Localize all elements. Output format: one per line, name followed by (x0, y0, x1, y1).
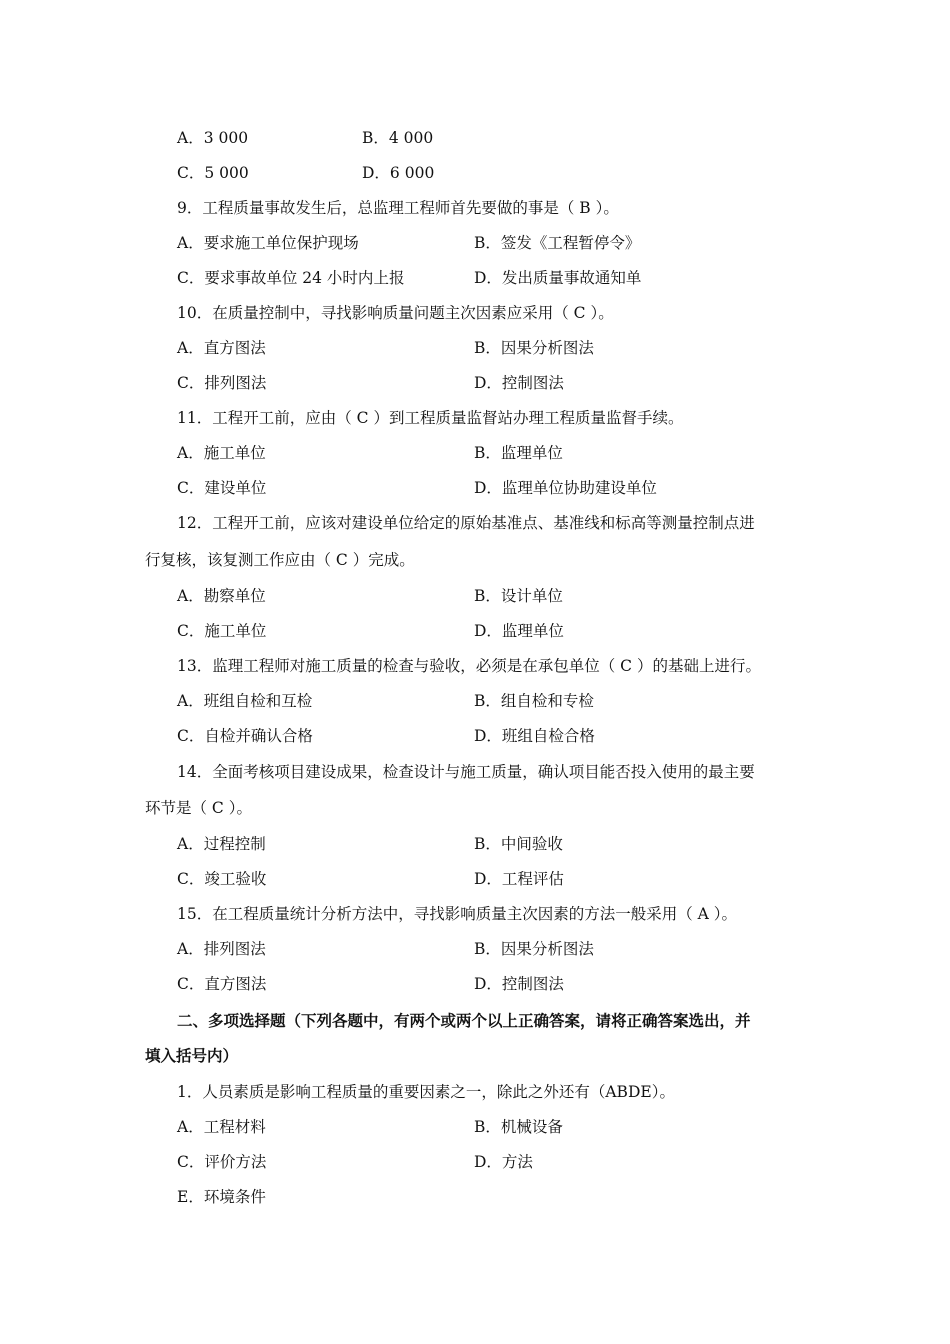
q11-option-c: C．建设单位 (177, 479, 267, 497)
m1-option-d: D．方法 (474, 1153, 533, 1171)
q14-stem-line1: 14．全面考核项目建设成果，检查设计与施工质量，确认项目能否投入使用的最主要 (177, 763, 755, 781)
q12-stem-line1: 12．工程开工前，应该对建设单位给定的原始基准点、基准线和标高等测量控制点进 (177, 514, 755, 532)
q11-option-d: D．监理单位协助建设单位 (474, 479, 657, 497)
m1-option-c: C．评价方法 (177, 1153, 267, 1171)
q15-option-d: D．控制图法 (474, 975, 564, 993)
q15-option-b: B．因果分析图法 (474, 940, 594, 958)
q9-option-d: D．发出质量事故通知单 (474, 269, 642, 287)
q13-option-a: A．班组自检和互检 (177, 692, 313, 710)
q13-option-d: D．班组自检合格 (474, 727, 595, 745)
q10-option-b: B．因果分析图法 (474, 339, 594, 357)
q14-stem-line2: 环节是（ C ）。 (145, 799, 252, 817)
q12-stem-line2: 行复核，该复测工作应由（ C ）完成。 (145, 551, 415, 569)
q15-option-a: A．排列图法 (177, 940, 266, 958)
q10-option-d: D．控制图法 (474, 374, 564, 392)
q10-option-a: A．直方图法 (177, 339, 266, 357)
q12-option-d: D．监理单位 (474, 622, 564, 640)
q8-option-c: C．5 000 (177, 164, 249, 182)
q14-option-a: A．过程控制 (177, 835, 266, 853)
q13-option-c: C．自检并确认合格 (177, 727, 313, 745)
q8-option-a: A．3 000 (177, 129, 249, 147)
section2-title-line1: 二、多项选择题（下列各题中，有两个或两个以上正确答案，请将正确答案选出，并 (177, 1011, 751, 1030)
m1-option-e: E．环境条件 (177, 1188, 266, 1206)
q14-option-b: B．中间验收 (474, 835, 563, 853)
q15-option-c: C．直方图法 (177, 975, 267, 993)
q9-option-a: A．要求施工单位保护现场 (177, 234, 359, 252)
q11-stem: 11．工程开工前，应由（ C ）到工程质量监督站办理工程质量监督手续。 (177, 409, 684, 427)
q10-option-c: C．排列图法 (177, 374, 267, 392)
q13-stem: 13．监理工程师对施工质量的检查与验收，必须是在承包单位（ C ）的基础上进行。 (177, 657, 761, 675)
q9-stem: 9．工程质量事故发生后，总监理工程师首先要做的事是（ B ）。 (177, 199, 619, 217)
q11-option-b: B．监理单位 (474, 444, 563, 462)
m1-option-a: A．工程材料 (177, 1118, 266, 1136)
q12-option-a: A．勘察单位 (177, 587, 266, 605)
q12-option-b: B．设计单位 (474, 587, 563, 605)
q14-option-d: D．工程评估 (474, 870, 564, 888)
q10-stem: 10．在质量控制中，寻找影响质量问题主次因素应采用（ C ）。 (177, 304, 614, 322)
q13-option-b: B．组自检和专检 (474, 692, 594, 710)
q8-option-b: B．4 000 (362, 129, 434, 147)
q15-stem: 15．在工程质量统计分析方法中，寻找影响质量主次因素的方法一般采用（ A ）。 (177, 905, 738, 923)
q14-option-c: C．竣工验收 (177, 870, 267, 888)
q9-option-c: C．要求事故单位 24 小时内上报 (177, 269, 405, 287)
q9-option-b: B．签发《工程暂停令》 (474, 234, 641, 252)
q8-option-d: D．6 000 (362, 164, 435, 182)
q11-option-a: A．施工单位 (177, 444, 266, 462)
section2-title-line2: 填入括号内） (145, 1046, 239, 1065)
q12-option-c: C．施工单位 (177, 622, 267, 640)
m1-stem: 1．人员素质是影响工程质量的重要因素之一，除此之外还有（ABDE）。 (177, 1083, 675, 1101)
m1-option-b: B．机械设备 (474, 1118, 563, 1136)
